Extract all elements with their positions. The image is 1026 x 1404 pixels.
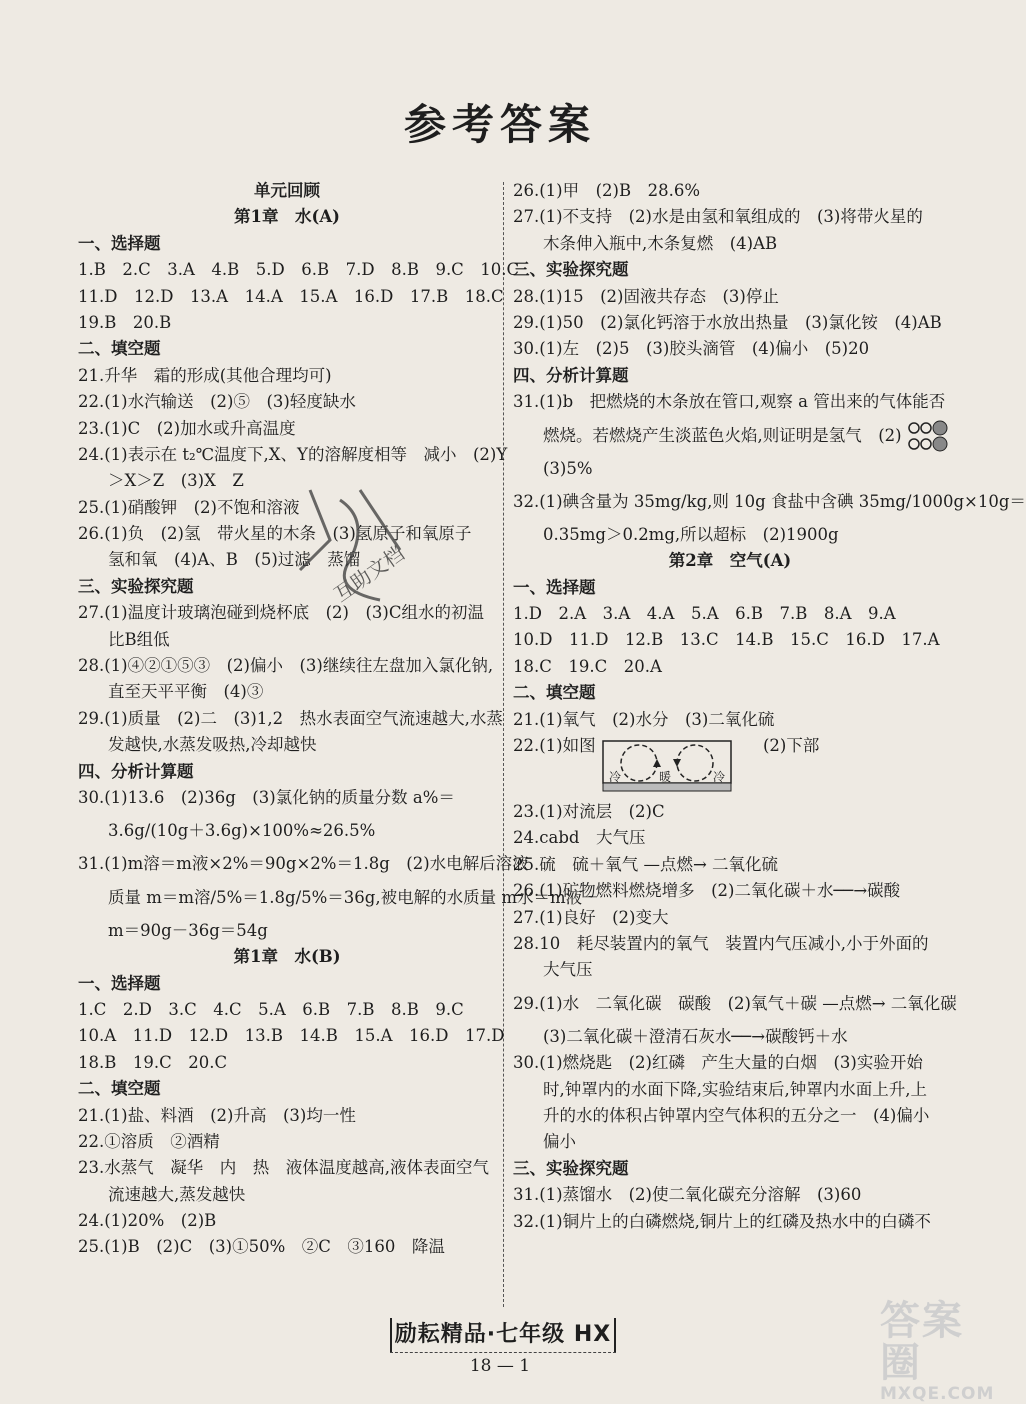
section-heading [513,680,947,706]
answer-text: 24.(1)表示在 t₂℃温度下,X、Y的溶解度相等 减小 (2)Y [78,444,508,464]
answer-text: 比B组低 [108,629,170,649]
answer-text: 23.(1)对流层 (2)C [513,802,665,822]
right-column [513,178,1026,1235]
answer-text: 二、填空题 [78,1079,161,1099]
answer-line [78,495,496,521]
answer-text: 18.B 19.C 20.C [78,1052,228,1072]
answer-text: 22.①溶质 ②酒精 [78,1131,220,1151]
answer-line [78,878,599,918]
section-heading [513,257,947,283]
answer-text: 32.(1)碘含量为 35mg/kg,则 10g 食盐中含碘 35mg/1000g×10g＝ [513,491,1026,511]
answer-text: 25.(1)B (2)C (3)①50% ②C ③160 降温 [78,1237,445,1257]
section-heading [78,574,496,600]
answer-text: 28.10 耗尽装置内的氧气 装置内气压减小,小于外面的 [513,933,929,953]
answer-text: 0.35mg＞0.2mg,所以超标 (2)1900g [543,524,839,544]
answer-text: 1.B 2.C 3.A 4.B 5.D 6.B 7.D 8.B 9.C 10.C [78,260,520,280]
answer-line [513,1077,947,1103]
answer-line [78,1129,496,1155]
answer-text: 直至天平平衡 (4)③ [108,682,264,702]
answer-line [78,1182,496,1208]
answer-text: 三、实验探究题 [78,576,194,596]
answer-text: 18.C 19.C 20.A [513,656,662,676]
answer-text: 30.(1)燃烧匙 (2)红磷 产生大量的白烟 (3)实验开始 [513,1053,923,1073]
answer-line [78,416,496,442]
answer-text: 10.D 11.D 12.B 13.C 14.B 15.C 16.D 17.A [513,630,940,650]
chapter-heading [78,204,496,230]
answer-line [513,1129,947,1155]
answer-line [513,204,947,230]
section-heading [78,971,496,997]
answer-text: 30.(1)13.6 (2)36g (3)氯化钠的质量分数 a%＝ [78,787,455,807]
answer-line [78,811,496,851]
answer-line [513,654,947,680]
answer-text: 26.(1)负 (2)氢 带火星的木条 (3)氢原子和氧原子 [78,524,472,544]
answer-text: 一、选择题 [513,577,596,597]
answer-line [78,732,496,758]
answer-line [78,851,529,877]
answer-text: 发越快,水蒸发吸热,冷却越快 [108,735,317,755]
convection-diagram [601,739,733,795]
answer-text: 19.B 20.B [78,312,172,332]
answer-text: m＝90g－36g＝54g [108,920,268,940]
answer-text: 28.(1)④②①⑤③ (2)偏小 (3)继续往左盘加入氯化钠, [78,656,494,676]
stamp-mark [290,480,420,620]
answer-line [78,679,496,705]
answer-line [78,468,496,494]
section-heading [78,1076,496,1102]
answer-text: (3)二氧化碳＋澄清石灰水──→碳酸钙＋水 [543,1026,848,1046]
answer-line [78,1050,496,1076]
answer-text: 27.(1)良好 (2)变大 [513,907,669,927]
answer-line [78,1208,496,1234]
answer-text: 21.升华 霜的形成(其他合理均可) [78,365,332,385]
answer-line [78,310,496,336]
answer-text: 升的水的体积占钟罩内空气体积的五分之一 (4)偏小 [543,1105,930,1125]
section-heading [513,575,947,601]
answer-text: 1.D 2.A 3.A 4.A 5.A 6.B 7.B 8.A 9.A [513,604,896,624]
answer-line [513,336,947,362]
page-title: 参考答案 [403,100,596,149]
stamp-text: 互助文档 [329,541,409,607]
answer-text: 10.A 11.D 12.D 13.B 14.B 15.A 16.D 17.D [78,1026,505,1046]
answer-text: 单元回顾 [254,181,320,200]
answer-text: 21.(1)盐、料酒 (2)升高 (3)均一性 [78,1105,356,1125]
answer-text: 3.6g/(10g＋3.6g)×100%≈26.5% [108,821,376,841]
answer-line [513,799,947,825]
answer-line [78,1155,496,1181]
watermark-logo [880,1298,995,1404]
answer-text: 22.(1)如图 [513,736,596,756]
answer-line [513,707,947,733]
answer-text: 24.(1)20% (2)B [78,1211,217,1231]
answer-line [78,785,496,811]
answer-text: 28.(1)15 (2)固液共存态 (3)停止 [513,286,779,306]
answer-text: 31.(1)m溶＝m液×2%＝90g×2%＝1.8g (2)水电解后溶液 [78,854,529,874]
answer-line [513,1024,947,1050]
answer-text: 32.(1)铜片上的白磷燃烧,铜片上的红磷及热水中的白磷不 [513,1211,931,1231]
watermark-url: MXQE.COM [880,1384,995,1404]
answer-text: 27.(1)不支持 (2)水是由氢和氧组成的 (3)将带火星的 [513,207,923,227]
answer-line [78,547,496,573]
answer-text: 25.(1)硝酸钾 (2)不饱和溶液 [78,497,300,517]
answer-text: 23.(1)C (2)加水或升高温度 [78,418,296,438]
answer-line [513,601,947,627]
answer-line [78,521,496,547]
section-heading [78,231,496,257]
answer-text: 24.cabd 大气压 [513,828,646,848]
answer-line [78,653,496,679]
answer-text: 氢和氧 (4)A、B (5)过滤 蒸馏 [108,550,361,570]
answer-text: (3)5% [543,458,593,478]
answer-text: 三、实验探究题 [513,260,629,280]
answer-text: 11.D 12.D 13.A 14.A 15.A 16.D 17.B 18.C [78,286,504,306]
answer-line [513,1182,947,1208]
answer-text: 26.(1)甲 (2)B 28.6% [513,181,701,200]
section-heading [78,759,496,785]
diagram-label-warm: 暖 [659,770,672,785]
answer-text: 23.水蒸气 凝华 内 热 液体温度越高,液体表面空气 [78,1158,489,1178]
answer-text: 31.(1)b 把燃烧的木条放在管口,观察 a 管出来的气体能否 [513,392,946,412]
answer-text: 流速越大,蒸发越快 [108,1184,246,1204]
answer-text: 二、填空题 [513,683,596,703]
answer-text: 大气压 [543,960,593,980]
section-heading [513,1156,947,1182]
footer-dash [390,1352,616,1353]
answer-line [78,1234,496,1260]
answer-text: 29.(1)水 二氧化碳 碳酸 (2)氧气＋碳 —点燃→ 二氧化碳 [513,993,957,1013]
answer-text: 偏小 [543,1132,576,1152]
answer-line [513,231,947,257]
answer-text: 一、选择题 [78,973,161,993]
answer-line [513,310,947,336]
answer-line [513,389,947,415]
answer-text: 26.(1)矿物燃料燃烧增多 (2)二氧化碳＋水──→碳酸 [513,881,901,901]
answer-text: 29.(1)50 (2)氯化钙溶于水放出热量 (3)氯化铵 (4)AB [513,312,942,332]
answer-line [78,1023,505,1049]
answer-text: 燃烧。若燃烧产生淡蓝色火焰,则证明是氢气 (2) [543,425,902,445]
answer-text: 木条伸入瓶中,木条复燃 (4)AB [543,233,778,253]
answer-text: 29.(1)质量 (2)二 (3)1,2 热水表面空气流速越大,水蒸 [78,708,503,728]
answer-text: 一、选择题 [78,233,161,253]
answer-text: 1.C 2.D 3.C 4.C 5.A 6.B 7.B 8.B 9.C [78,999,464,1019]
answer-text: 第1章 水(B) [233,947,341,967]
answer-text: 27.(1)温度计玻璃泡碰到烧杯底 (2) (3)C组水的初温 [78,603,484,623]
answer-line [78,997,496,1023]
column-divider [503,182,504,1307]
answer-line [513,456,947,482]
answer-text: 四、分析计算题 [78,761,194,781]
answer-line [513,627,947,653]
answer-line [513,284,947,310]
chapter-heading [78,178,496,204]
answer-line [513,905,947,931]
answer-line [513,984,957,1024]
answer-line [78,1103,496,1129]
answer-text: 二、填空题 [78,339,161,359]
answer-line [513,931,947,957]
answer-text: 30.(1)左 (2)5 (3)胶头滴管 (4)偏小 (5)20 [513,339,870,359]
chapter-heading [78,944,496,970]
section-heading [78,336,496,362]
answer-line [513,825,947,851]
answer-line [78,600,496,626]
answer-line [513,522,947,548]
molecule-icon [908,419,948,453]
answer-line [513,957,947,983]
answer-text: 三、实验探究题 [513,1158,629,1178]
answer-line [513,852,947,878]
answer-line-with-diagram [513,733,947,799]
answer-line [78,363,496,389]
answer-line [513,1103,947,1129]
answer-text: ＞X＞Z (3)X Z [108,471,244,491]
answer-text: 25.硫 硫＋氧气 —点燃→ 二氧化硫 [513,854,779,874]
answer-line [513,878,947,904]
answer-text: (2)下部 [763,736,820,756]
answer-line [78,918,496,944]
answer-line [513,1209,947,1235]
answer-text: 31.(1)蒸馏水 (2)使二氧化碳充分溶解 (3)60 [513,1185,862,1205]
answer-line [78,706,503,732]
answer-text: 时,钟罩内的水面下降,实验结束后,钟罩内水面上升,上 [543,1079,927,1099]
section-heading [513,363,947,389]
watermark-text: 答案圈 [880,1298,964,1386]
diagram-label-cold_right: 冷 [713,770,726,785]
answer-line [78,257,520,283]
answer-line [78,627,496,653]
answer-line [78,389,496,415]
footer-brand: 励耘精品·七年级 HX [390,1318,616,1352]
diagram-label-cold_left: 冷 [609,770,622,785]
answer-text: 22.(1)水汽输送 (2)⑤ (3)轻度缺水 [78,392,356,412]
chapter-heading [513,548,947,574]
answer-line [513,416,947,456]
answer-text: 质量 m＝m溶/5%＝1.8g/5%＝36g,被电解的水质量 m水＝m液－ [108,887,599,907]
answer-line [78,284,504,310]
answer-text: 第2章 空气(A) [668,551,792,571]
answer-line [513,1050,947,1076]
page-number: 18 — 1 [469,1356,531,1376]
answer-line [513,178,947,204]
answer-text: 四、分析计算题 [513,365,629,385]
answer-text: 第1章 水(A) [234,207,340,227]
answer-line [513,482,1026,522]
answer-line [78,442,508,468]
answer-text: 21.(1)氧气 (2)水分 (3)二氧化硫 [513,709,775,729]
